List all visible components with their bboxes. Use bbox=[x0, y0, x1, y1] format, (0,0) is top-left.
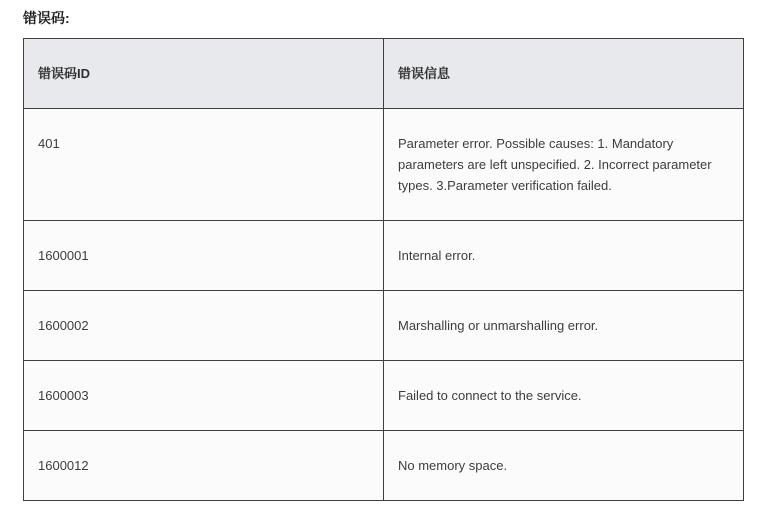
error-message-cell: Parameter error. Possible causes: 1. Mandatory parameters are left unspecified. 2. Incorrect parameter types. 3.Parameter verification failed. bbox=[384, 109, 744, 221]
error-code-id-cell: 401 bbox=[24, 109, 384, 221]
error-message-cell: No memory space. bbox=[384, 431, 744, 501]
page-title: 错误码: bbox=[23, 10, 70, 26]
table-row bbox=[24, 291, 744, 361]
table-row bbox=[24, 361, 744, 431]
column-header-error-code-id: 错误码ID bbox=[24, 39, 384, 109]
table-header bbox=[24, 39, 744, 109]
error-code-table bbox=[23, 38, 744, 501]
column-header-error-message: 错误信息 bbox=[384, 39, 744, 109]
error-message-cell: Internal error. bbox=[384, 221, 744, 291]
table-row bbox=[24, 221, 744, 291]
error-code-id-cell: 1600001 bbox=[24, 221, 384, 291]
error-code-id-cell: 1600003 bbox=[24, 361, 384, 431]
table-row bbox=[24, 109, 744, 221]
error-code-id-cell: 1600012 bbox=[24, 431, 384, 501]
table-header-row bbox=[24, 39, 744, 109]
table-row bbox=[24, 431, 744, 501]
error-table-body bbox=[24, 109, 744, 501]
error-message-cell: Marshalling or unmarshalling error. bbox=[384, 291, 744, 361]
error-code-id-cell: 1600002 bbox=[24, 291, 384, 361]
error-message-cell: Failed to connect to the service. bbox=[384, 361, 744, 431]
